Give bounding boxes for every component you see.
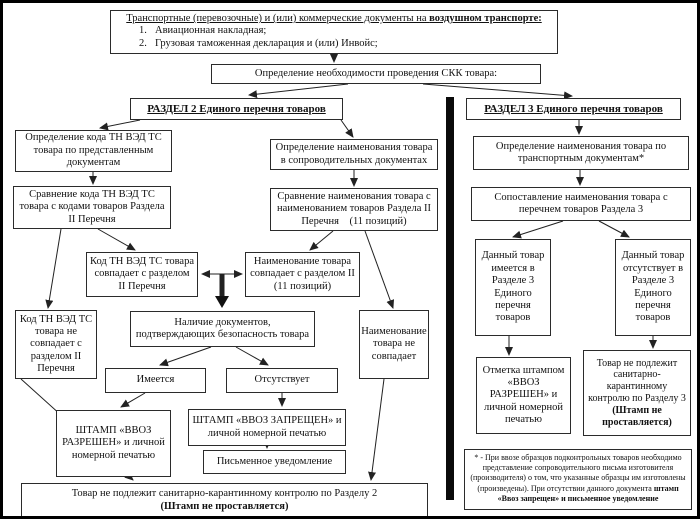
footnote-text: * - При ввозе образцов подконтрольных товаров необходимо представление сопроводительного письма изготовителя (производителя) о том, что указанные образцы им изготовлены (произведены). При отсутствии данного документа штамп «Ввоз запрещен» и письменное уведомление <box>470 453 686 503</box>
connector-arrow <box>423 84 572 96</box>
section-divider <box>446 97 454 500</box>
connector-arrow <box>365 231 393 308</box>
section2-name-no-match-box: Наименование товара не совпадает <box>359 310 429 379</box>
section2-define-name-box: Определение наименования товара в сопроводительных документах <box>270 139 438 170</box>
section3-compare-list-box: Сопоставление наименования товара с перечнем товаров Раздела 3 <box>471 187 691 221</box>
connector-arrow <box>100 120 140 128</box>
section2-stamp-denied-box: ШТАМП «ВВОЗ ЗАПРЕЩЕН» и личной номерной печатью <box>188 409 346 446</box>
section3-no-control-text: Товар не подлежит санитарно-карантинному контролю по Разделу 3 (Штамп не проставляется) <box>588 357 686 428</box>
section3-header: РАЗДЕЛ 3 Единого перечня товаров <box>466 98 681 120</box>
connector-arrow <box>236 347 268 365</box>
section2-stamp-allowed-box: ШТАМП «ВВОЗ РАЗРЕШЕН» и личной номерной печатью <box>56 410 171 477</box>
section2-code-match-box: Код ТН ВЭД ТС товара совпадает с разделом II Перечня <box>86 252 198 297</box>
connector-arrow <box>98 229 135 250</box>
section3-no-control-box <box>583 350 691 436</box>
section2-define-code-box: Определение кода ТН ВЭД ТС товара по представленным документам <box>15 130 172 172</box>
section2-docs-present-box: Имеется <box>105 368 206 393</box>
connector-arrow <box>249 84 348 95</box>
section3-in-list-box: Данный товар имеется в Разделе 3 Единого перечня товаров <box>475 239 551 336</box>
section3-stamp-allowed-box: Отметка штампом «ВВОЗ РАЗРЕШЕН» и личной номерной печатью <box>476 357 571 434</box>
section2-header: РАЗДЕЛ 2 Единого перечня товаров <box>130 98 343 120</box>
section2-no-control-box <box>21 483 428 518</box>
no-control-note: (Штамп не проставляется) <box>160 500 289 512</box>
transport-documents-box <box>110 10 558 54</box>
document-list-item: 2. Грузовая таможенная декларация и (или) Инвойс; <box>139 37 378 49</box>
section2-docs-absent-box: Отсутствует <box>226 368 338 393</box>
no-control-text: Товар не подлежит санитарно-карантинному контролю по Разделу 2 <box>71 488 378 500</box>
connector-arrow <box>599 221 629 237</box>
section3-not-in-list-box: Данный товар отсутствует в Разделе 3 Единого перечня товаров <box>615 239 691 336</box>
skk-necessity-box: Определение необходимости проведения СКК товара: <box>211 64 541 84</box>
connector-arrow <box>371 379 384 480</box>
section2-name-match-box: Наименование товара совпадает с разделом II (11 позиций) <box>245 252 360 297</box>
section2-compare-name-box: Сравнение наименования товара с наименованием товаров Раздела II Перечня (11 позиций) <box>270 188 438 231</box>
connector-arrow <box>160 347 211 365</box>
section2-written-notice-box: Письменное уведомление <box>203 450 346 474</box>
section2-code-no-match-box: Код ТН ВЭД ТС товара не совпадает с разделом II Перечня <box>15 310 97 379</box>
section2-safety-docs-box: Наличие документов, подтверждающих безопасность товара <box>130 311 315 347</box>
section2-compare-code-box: Сравнение кода ТН ВЭД ТС товара с кодами товаров Раздела II Перечня <box>13 186 171 229</box>
connector-arrow <box>341 120 353 137</box>
section3-define-name-box: Определение наименования товара по транспортным документам* <box>473 136 689 170</box>
connector-arrow <box>310 231 333 250</box>
document-list-item: 1. Авиационная накладная; <box>139 25 267 37</box>
transport-documents-title: Транспортные (перевозочные) и (или) коммерческие документы на воздушном транспорте: <box>126 13 542 24</box>
footnote-box <box>464 449 692 510</box>
connector-arrow <box>513 221 563 237</box>
connector-arrow <box>121 393 145 407</box>
connector-arrow <box>48 229 61 308</box>
